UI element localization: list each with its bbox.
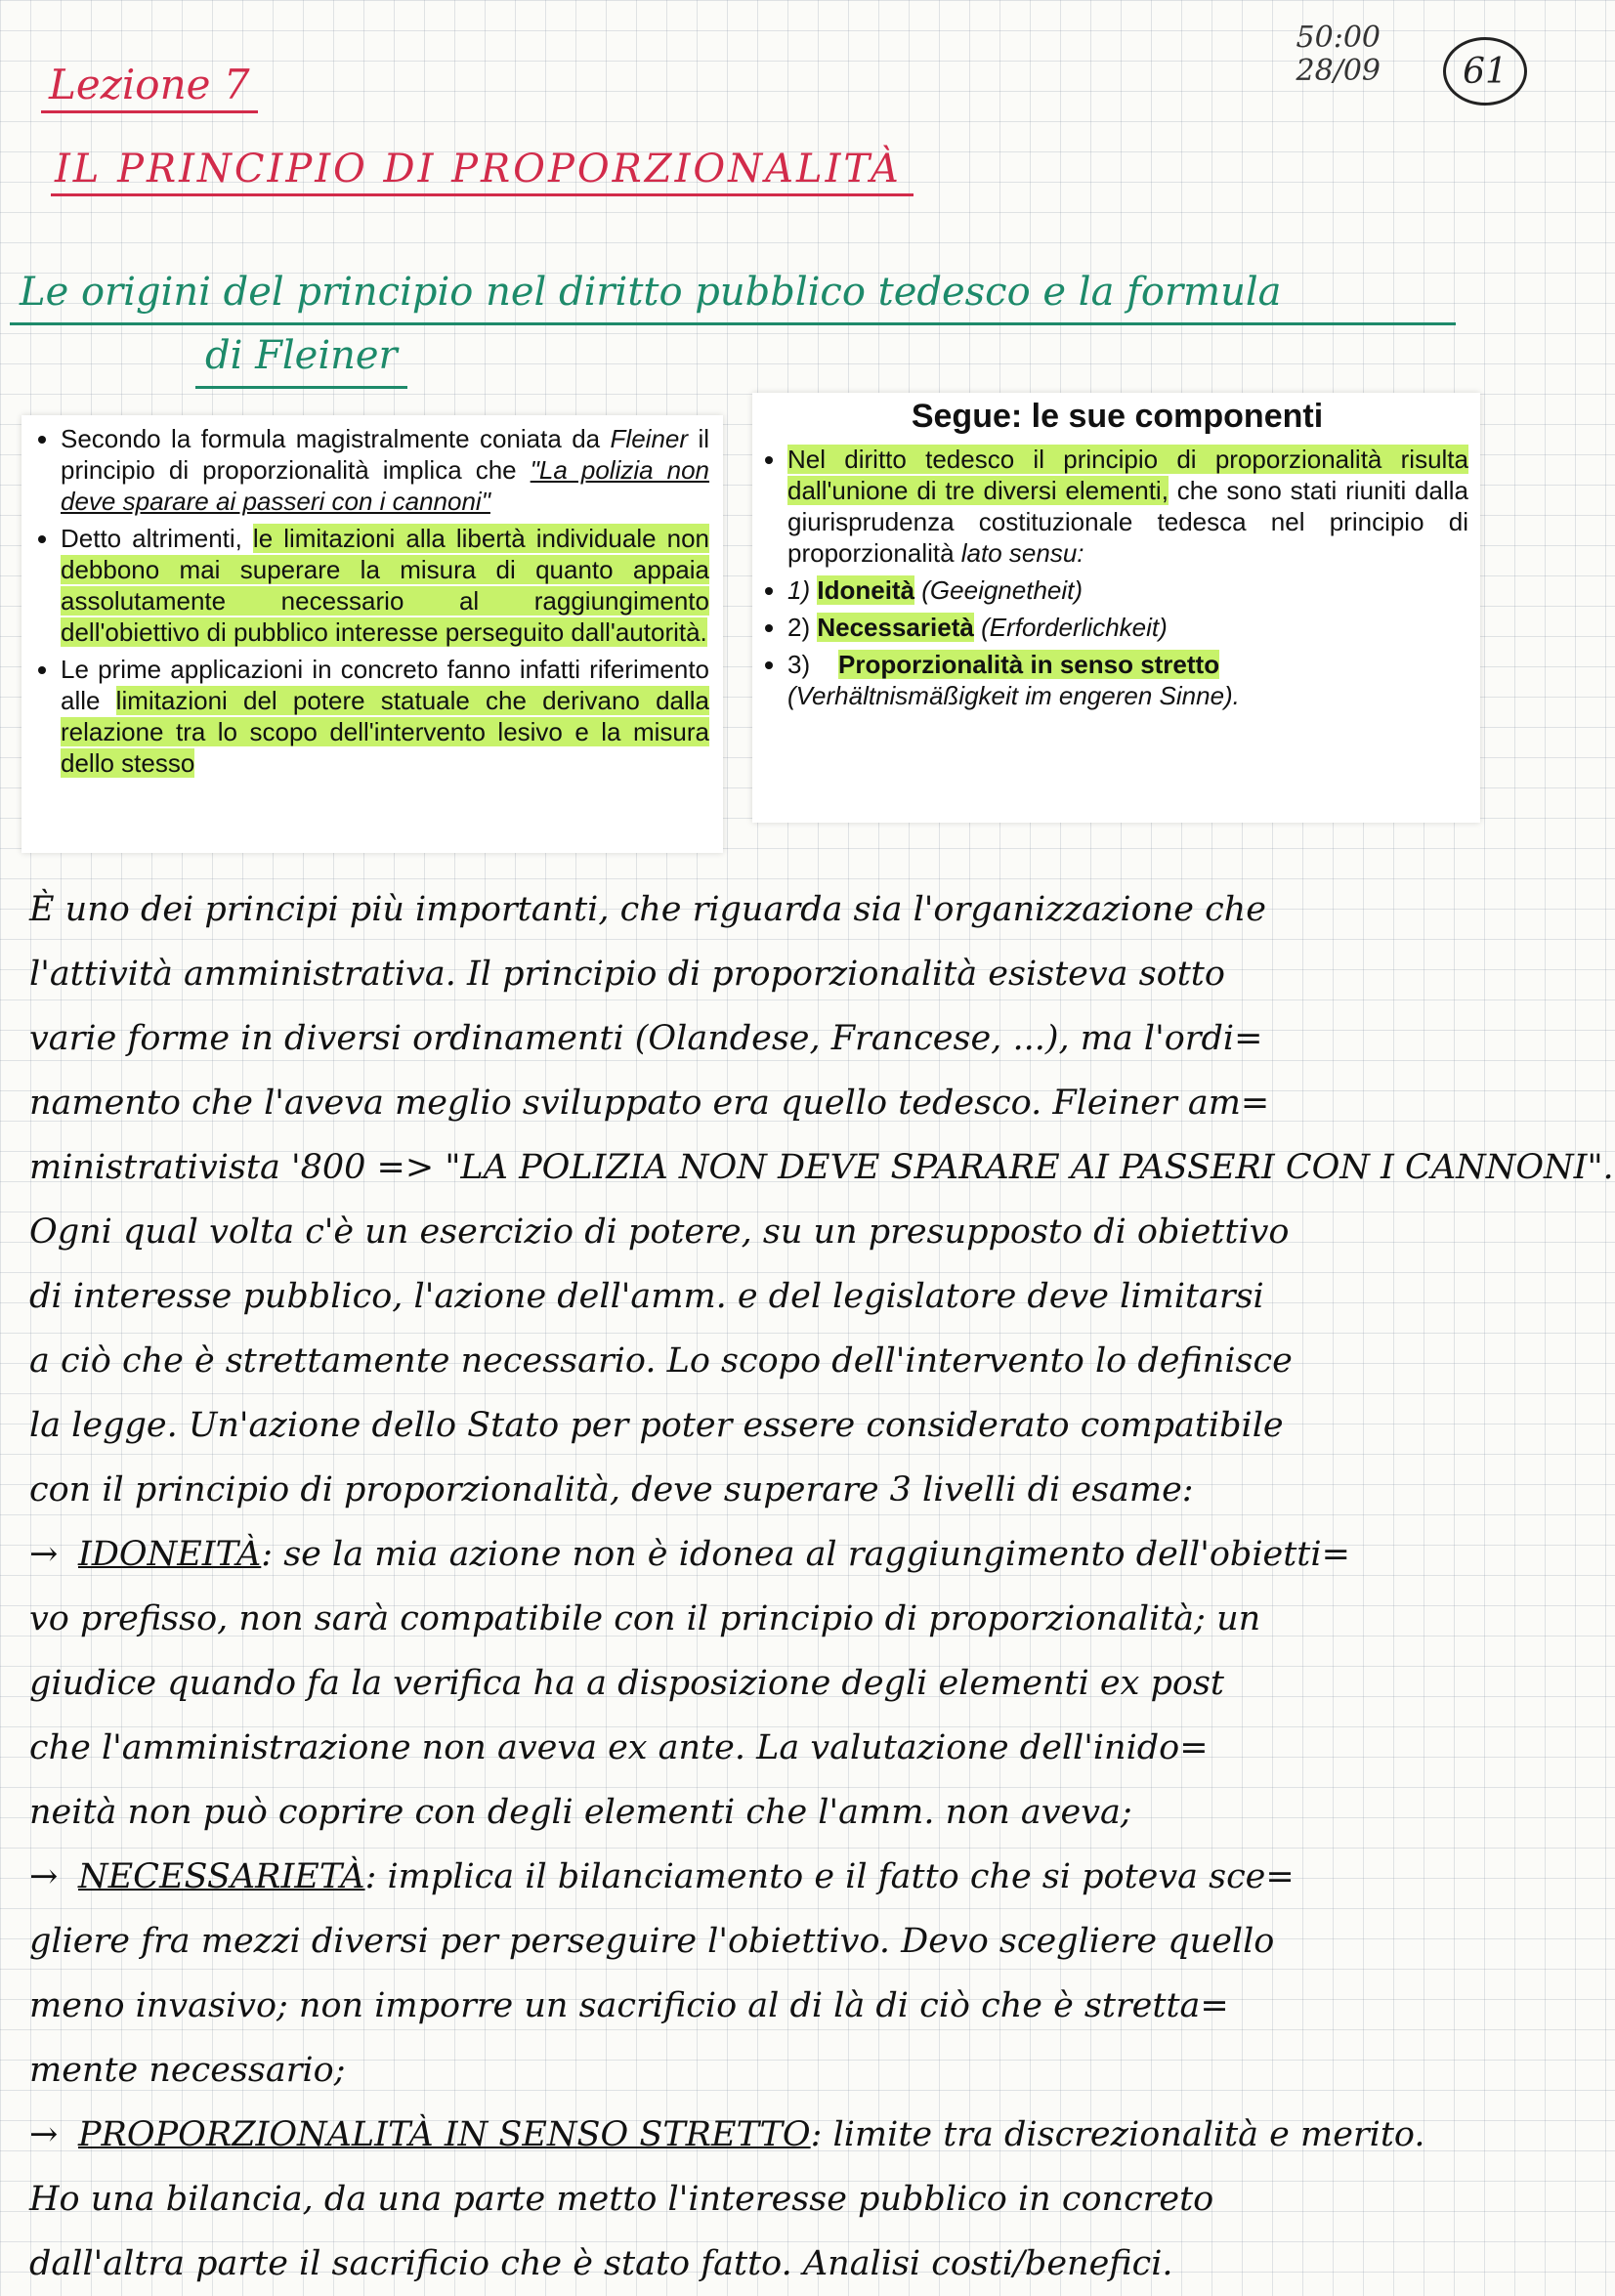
- highlighted-text: Nel diritto tedesco il principio di proporzionalità risulta dall'unione di tre diversi elementi,: [787, 445, 1468, 505]
- fleiner-name: Fleiner: [610, 424, 689, 453]
- component-proporzionalita: [787, 649, 1468, 711]
- note-line: Ho una bilancia, da una parte metto l'interesse pubblico in concreto: [29, 2180, 1214, 2219]
- intro-text: che sono stati riuniti dalla giurisprudenza costituzionale tedesca nel principio di proporzionalità: [787, 476, 1468, 568]
- note-line: che l'amministrazione non aveva ex ante. La valutazione dell'inido=: [29, 1728, 1209, 1767]
- note-line: Ogni qual volta c'è un esercizio di potere, su un presupposto di obiettivo: [29, 1212, 1290, 1252]
- highlighted-text: le limitazioni alla libertà individuale non debbono mai superare la misura di quanto appaia assolutamente necessario al raggiungimento dell'obiettivo di pubblico interesse perseguito dall'autorità.: [61, 524, 710, 647]
- page-title: IL PRINCIPIO DI PROPORZIONALITÀ: [51, 147, 914, 196]
- subtitle-line-2: di Fleiner: [195, 325, 407, 389]
- note-line: namento che l'aveva meglio sviluppato era quello tedesco. Fleiner am=: [29, 1084, 1270, 1123]
- bullet-text: il principio di proporzionalità implica che: [61, 424, 709, 485]
- bullet-text: Le prime applicazioni in concreto fanno infatti riferimento alle: [61, 655, 709, 715]
- note-line: [29, 1135, 1614, 1200]
- latin-term: lato sensu:: [960, 538, 1084, 568]
- components-intro: [787, 444, 1468, 569]
- bullet-applications: [61, 654, 709, 779]
- note-text: : se la mia azione non è idonea al raggiungimento dell'obietti=: [261, 1535, 1350, 1574]
- handwritten-notes: [29, 877, 1614, 2296]
- lesson-heading: Lezione 7: [41, 61, 258, 113]
- note-line: [29, 2103, 1583, 2167]
- printed-box-fleiner: [21, 415, 723, 853]
- note-line: mente necessario;: [29, 2051, 346, 2090]
- note-line: [29, 1845, 1583, 1909]
- note-line: meno invasivo; non imporre un sacrificio al di là di ciò che è stretta=: [29, 1986, 1229, 2025]
- note-line: a ciò che è strettamente necessario. Lo scopo dell'intervento lo definisce: [29, 1341, 1293, 1381]
- term-necessarieta: NECESSARIETÀ: [78, 1857, 365, 1896]
- note-line: con il principio di proporzionalità, deve superare 3 livelli di esame:: [29, 1470, 1194, 1509]
- component-number: 2): [787, 613, 811, 642]
- term-proporzionalita: PROPORZIONALITÀ IN SENSO STRETTO: [78, 2115, 811, 2154]
- bullet-text: Detto altrimenti,: [61, 524, 253, 553]
- component-number: 3): [787, 650, 811, 679]
- component-necessarieta: [787, 612, 1468, 643]
- subtitle-line-1: Le origini del principio nel diritto pubblico tedesco e la formula: [10, 262, 1456, 325]
- section-subtitle: [10, 262, 1456, 389]
- note-text: ministrativista '800 =>: [29, 1148, 446, 1187]
- note-line: varie forme in diversi ordinamenti (Olandese, Francese, ...), ma l'ordi=: [29, 1019, 1263, 1058]
- term-idoneita: IDONEITÀ: [78, 1535, 262, 1574]
- note-line: dall'altra parte il sacrificio che è stato fatto. Analisi costi/benefici.: [29, 2244, 1173, 2283]
- arrow-icon: →: [29, 1535, 59, 1574]
- page-number-circle: [1443, 37, 1527, 106]
- date-note: 28/09: [1296, 54, 1381, 88]
- arrow-icon: →: [29, 2115, 59, 2154]
- components-heading: Segue: le sue componenti: [911, 398, 1324, 435]
- fleiner-quote: "La polizia non deve sparare ai passeri con i cannoni": [61, 455, 710, 516]
- note-text: : implica il bilanciamento e il fatto che si poteva sce=: [364, 1857, 1295, 1896]
- note-line: È uno dei principi più importanti, che riguarda sia l'organizzazione che: [29, 890, 1266, 929]
- page-number: 61: [1463, 51, 1508, 92]
- note-line: gliere fra mezzi diversi per perseguire l'obiettivo. Devo scegliere quello: [29, 1922, 1275, 1961]
- component-name: Necessarietà: [817, 613, 974, 642]
- component-idoneita: [787, 574, 1468, 606]
- note-line: [29, 1522, 1583, 1587]
- note-line: di interesse pubblico, l'azione dell'amm. e del legislatore deve limitarsi: [29, 1277, 1264, 1316]
- component-german: (Verhältnismäßigkeit im engeren Sinne).: [787, 681, 1240, 710]
- arrow-icon: →: [29, 1857, 59, 1896]
- note-line: la legge. Un'azione dello Stato per poter essere considerato compatibile: [29, 1406, 1284, 1445]
- printed-box-components: [752, 393, 1480, 823]
- component-name: Proporzionalità in senso stretto: [838, 650, 1220, 679]
- note-line: neità non può coprire con degli elementi che l'amm. non aveva;: [29, 1793, 1132, 1832]
- component-number: 1): [787, 575, 811, 605]
- bullet-text: Secondo la formula magistralmente coniata da: [61, 424, 611, 453]
- note-line: l'attività amministrativa. Il principio di proporzionalità esisteva sotto: [29, 955, 1225, 994]
- note-text: : limite tra discrezionalità e merito.: [810, 2115, 1425, 2154]
- time-note: 50:00: [1296, 21, 1381, 55]
- bullet-formula: [61, 423, 709, 517]
- component-name: Idoneità: [817, 575, 915, 605]
- polizia-quote: "LA POLIZIA NON DEVE SPARARE AI PASSERI CON I CANNONI".: [445, 1148, 1614, 1187]
- components-list: [766, 444, 1468, 711]
- note-line: vo prefisso, non sarà compatibile con il principio di proporzionalità; un: [29, 1599, 1261, 1638]
- note-line: giudice quando fa la verifica ha a disposizione degli elementi ex post: [29, 1664, 1224, 1703]
- bullet-limitations: [61, 523, 709, 648]
- fleiner-bullets: [39, 423, 709, 779]
- component-german: (Geeignetheit): [921, 575, 1084, 605]
- component-german: (Erforderlichkeit): [981, 613, 1168, 642]
- page-meta: [1296, 21, 1381, 88]
- highlighted-text: limitazioni del potere statuale che derivano dalla relazione tra lo scopo dell'intervento lesivo e la misura dello stesso: [61, 686, 709, 778]
